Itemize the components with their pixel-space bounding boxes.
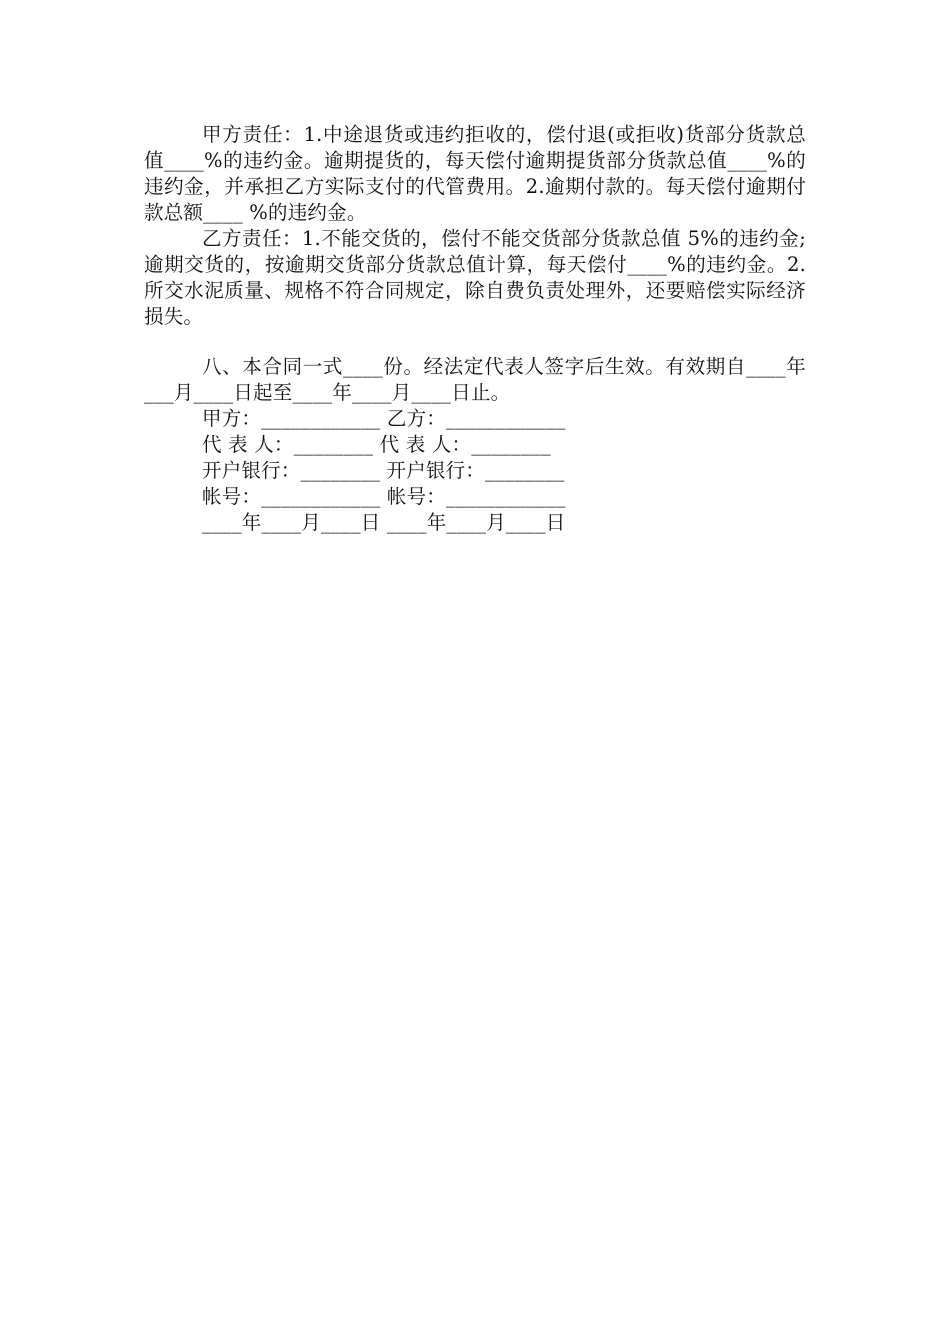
party-a-liability-clause: 甲方责任：1.中途退货或违约拒收的，偿付退(或拒收)货部分货款总值____%的违约金。逾期提货的，每天偿付逾期提货部分货款总值____%的违约金，并承担乙方实际支付的代管费用。2.逾期付款的。每天偿付逾期付款总额____ %的违约金。 — [144, 123, 806, 224]
party-b-liability-clause: 乙方责任：1.不能交货的，偿付不能交货部分货款总值 5%的违约金;逾期交货的，按逾期交货部分货款总值计算，每天偿付____%的违约金。2.所交水泥质量、规格不符合同规定，除自费负责处理外，还要赔偿实际经济损失。 — [144, 227, 806, 328]
article-eight-clause: 八、本合同一式____份。经法定代表人签字后生效。有效期自____年___月____日起至____年____月____日止。 — [144, 355, 806, 404]
signature-representative-line: 代 表 人：________ 代 表 人：________ — [202, 433, 551, 456]
signature-block — [144, 406, 806, 536]
contract-body — [144, 122, 806, 536]
signature-party-line: 甲方：____________ 乙方：____________ — [202, 407, 566, 430]
signature-bank-line: 开户银行：________ 开户银行：________ — [202, 459, 565, 482]
signature-account-line: 帐号：____________ 帐号：____________ — [202, 485, 566, 508]
paragraph-gap — [144, 330, 806, 354]
signature-date-line: ____年____月____日 ____年____月____日 — [202, 511, 566, 534]
